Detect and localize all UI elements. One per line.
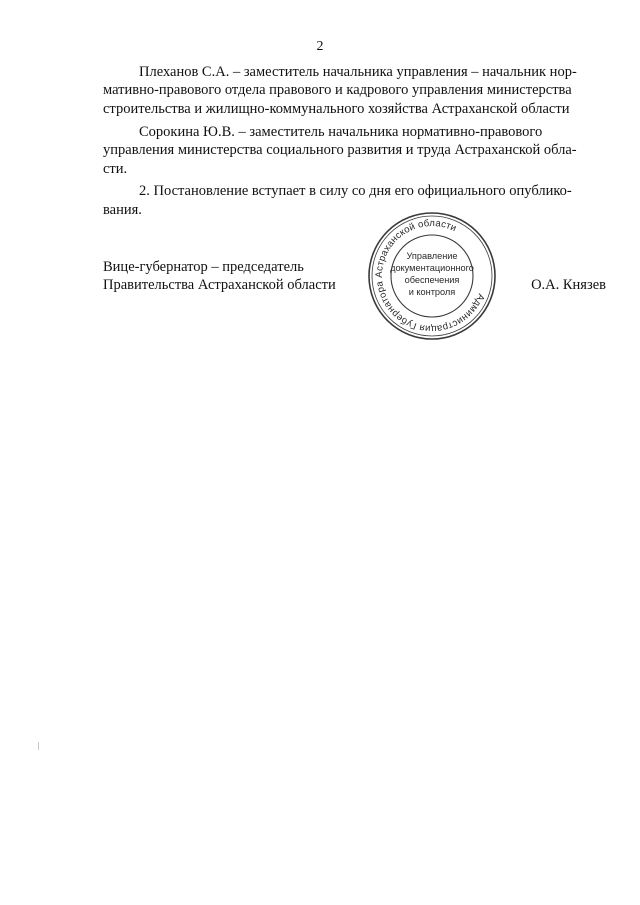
stamp-center-line: Управление (406, 251, 458, 261)
stamp-ring-text: Администрация Губернатора Астраханской области (373, 217, 487, 335)
text-line: Сорокина Ю.В. – заместитель начальника нормативно-правового (139, 123, 543, 140)
official-stamp (366, 210, 498, 342)
text-line: 2. Постановление вступает в силу со дня его официального опублико- (139, 183, 572, 200)
stamp-center-line: и контроля (408, 287, 456, 297)
stamp-center-line: документационного (390, 263, 474, 273)
text-line: мативно-правового отдела правового и кадрового управления министерства (103, 82, 572, 99)
text-line: сти. (103, 160, 128, 177)
document-body (103, 63, 606, 224)
page-number: 2 (316, 39, 324, 54)
text-line: Плеханов С.А. – заместитель начальника управления – начальник нор- (139, 64, 577, 80)
stamp-center-line: обеспечения (404, 275, 460, 285)
signatory-name: О.А. Князев (531, 277, 606, 293)
paragraph-entry-into-force (103, 182, 606, 219)
stamp-seal-icon (366, 210, 498, 342)
text-line: управления министерства социального развития и труда Астраханской обла- (103, 142, 577, 159)
text-line: строительства и жилищно-коммунального хозяйства Астраханской области (103, 100, 570, 117)
paragraph-sorokina (103, 123, 606, 178)
scan-artifact (38, 742, 39, 750)
text-line: вания. (103, 201, 142, 218)
signatory-position-line1: Вице-губернатор – председатель (103, 259, 304, 275)
signatory-position-line2: Правительства Астраханской области (103, 277, 336, 293)
paragraph-plekhanov (103, 63, 606, 118)
